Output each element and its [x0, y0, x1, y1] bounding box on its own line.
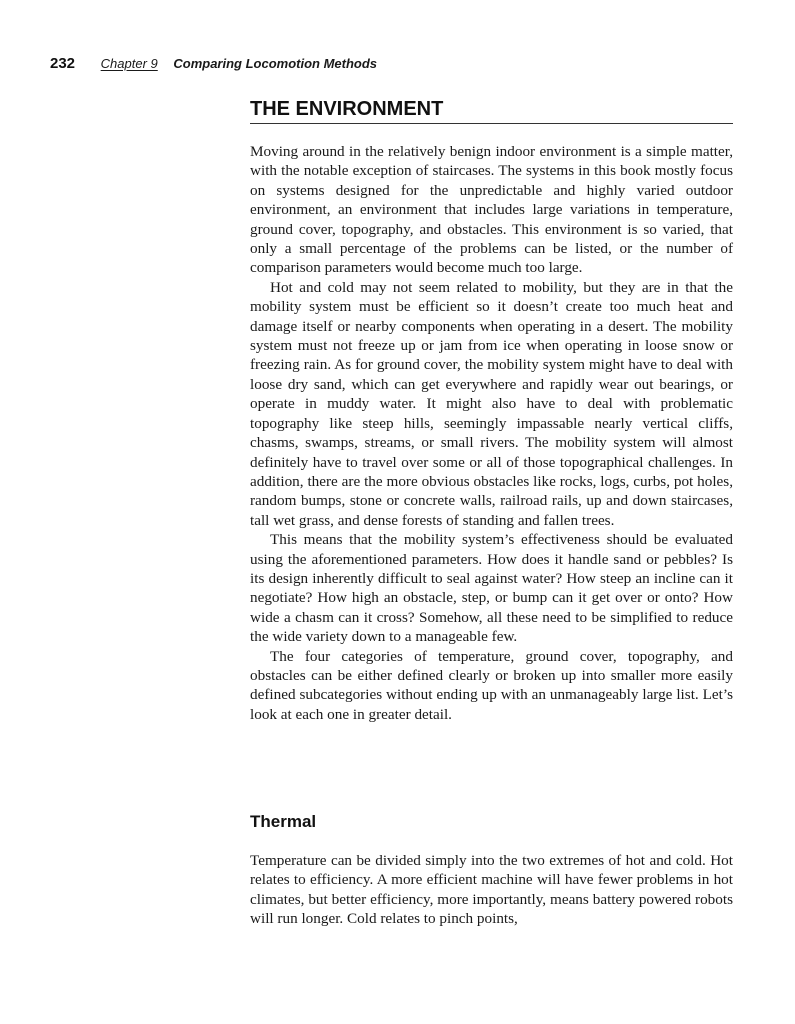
- paragraph: Hot and cold may not seem related to mobility, but they are in that the mobility system must be efficient so it doesn’t create too much heat and damage itself or nearby components when operating in a desert. The mobility system must not freeze up or jam from ice when operating in loose snow or freezing rain. As for ground cover, the mobility system might have to deal with loose dry sand, which can get everywhere and rapidly wear out bearings, or operate in muddy water. It might also have to deal with problematic topography like steep hills, seemingly impassable nearly vertical cliffs, chasms, swamps, streams, or small rivers. The mobility system will almost definitely have to travel over some or all of those topographical challenges. In addition, there are the more obvious obstacles like rocks, logs, curbs, pot holes, random bumps, stone or concrete walls, railroad rails, up and down staircases, tall wet grass, and dense forests of standing and fallen trees.: [250, 278, 733, 529]
- chapter-label: Chapter 9: [100, 56, 158, 71]
- chapter-title: Comparing Locomotion Methods: [173, 56, 378, 71]
- page-number: 232: [50, 55, 76, 72]
- paragraph: This means that the mobility system’s effectiveness should be evaluated using the aforementioned parameters. How does it handle sand or pebbles? Is its design inherently difficult to seal against water? How steep an incline can it negotiate? How high an obstacle, step, or bump can it get over or onto? How wide a chasm can it cross? Somehow, all these need to be simplified to reduce the wide variety down to a manageable few.: [250, 531, 733, 646]
- paragraph: Moving around in the relatively benign indoor environment is a simple matter, with the notable exception of staircases. The systems in this book mostly focus on systems designed for the unpredictable and highly varied outdoor environment, an environment that includes large variations in temperature, ground cover, topography, and obstacles. This environment is so varied, that only a small percentage of the problems can be listed, or the number of comparison parameters would become much too large.: [250, 143, 733, 277]
- paragraph: Temperature can be divided simply into the two extremes of hot and cold. Hot relates to efficiency. A more efficient machine will have fewer problems in hot climates, but better efficiency, more importantly, means battery powered robots will run longer. Cold relates to pinch points,: [250, 852, 733, 928]
- section-heading: THE ENVIRONMENT: [250, 97, 733, 124]
- subsection-body: [250, 851, 733, 929]
- subsection-heading: Thermal: [250, 812, 317, 831]
- section-body: [250, 142, 733, 724]
- running-head: [50, 56, 377, 72]
- paragraph: The four categories of temperature, ground cover, topography, and obstacles can be either defined clearly or broken up into smaller more easily defined subcategories without ending up with an unmanageably large list. Let’s look at each one in greater detail.: [250, 647, 733, 723]
